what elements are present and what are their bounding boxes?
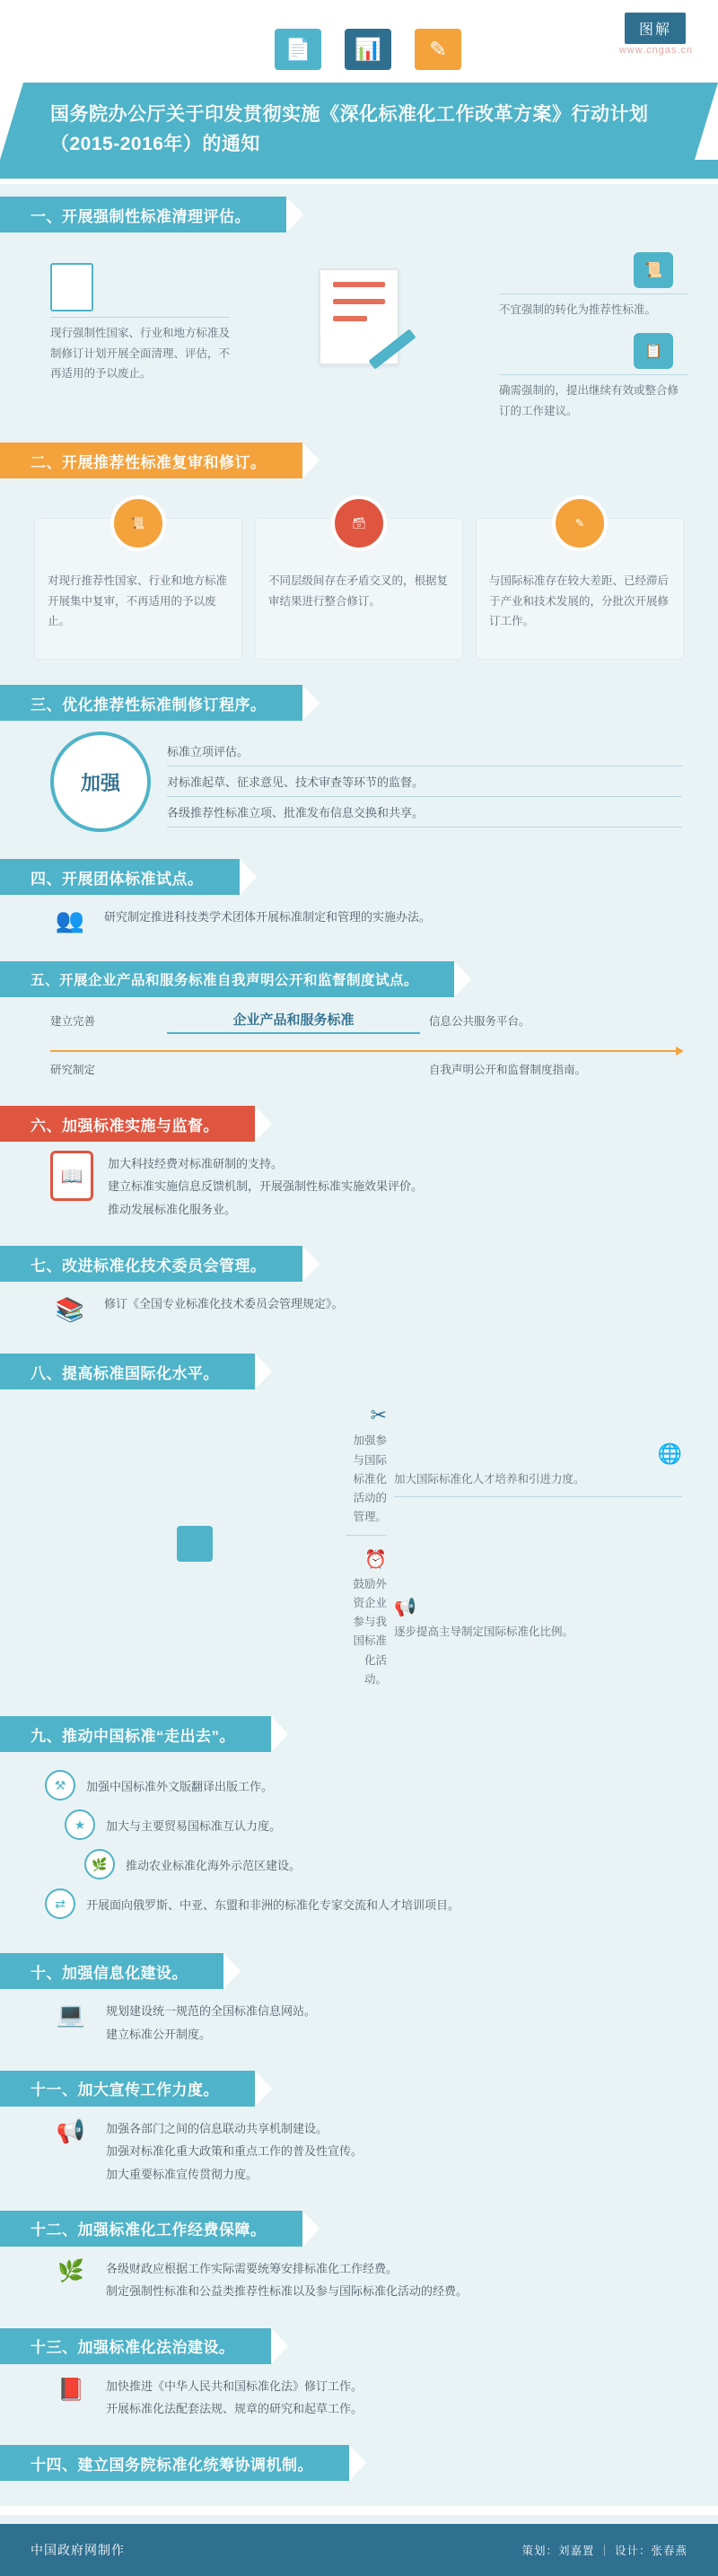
section-10-body (0, 1993, 718, 2053)
section-9-header (0, 1716, 718, 1752)
section-2-card-2 (255, 518, 463, 660)
books-icon: 📚 (55, 1295, 85, 1323)
section-1-heading: 一、开展强制性标准清理评估。 (31, 207, 250, 225)
transfer-icon: 📜 (634, 252, 673, 288)
section-9-item-3: 推动农业标准化海外示范区建设。 (126, 1858, 302, 1872)
section-9-item-2: 加大与主要贸易国标准互认力度。 (106, 1818, 282, 1833)
section-1-right-1 (499, 252, 687, 320)
section-3-heading: 三、优化推荐性标准制修订程序。 (31, 696, 267, 714)
section-1-right-text-1: 不宜强制的转化为推荐性标准。 (499, 303, 657, 316)
people-icon: 👥 (55, 906, 85, 933)
section-10-heading: 十、加强信息化建设。 (31, 1964, 188, 1982)
section-6-heading: 六、加强标准实施与监督。 (31, 1117, 219, 1135)
section-12-heading: 十二、加强标准化工作经费保障。 (31, 2221, 267, 2239)
scroll-icon: 📜 (110, 495, 166, 551)
section-5-center-label: 企业产品和服务标准 (167, 1006, 420, 1034)
exchange-icon: ⇄ (45, 1888, 75, 1919)
checklist-icon: 📋 (634, 333, 673, 369)
section-14-heading: 十四、建立国务院标准化统筹协调机制。 (31, 2456, 313, 2474)
section-6-line-3: 推动发展标准化服务业。 (108, 1202, 237, 1216)
section-12 (0, 2211, 718, 2316)
section-5-heading: 五、开展企业产品和服务标准自我声明公开和监督制度试点。 (31, 973, 419, 988)
section-8-header (0, 1354, 718, 1389)
header (0, 0, 718, 184)
section-2-card-2-text: 不同层级间存在矛盾交叉的，根据复审结果进行整合修订。 (268, 574, 449, 608)
list-item (45, 1770, 682, 1801)
section-9-item-1: 加强中国标准外文版翻译出版工作。 (86, 1779, 274, 1793)
globe-icon: 🌐 (657, 1441, 682, 1465)
section-13 (0, 2328, 718, 2433)
section-13-line-2: 开展标准化法配套法规、规章的研究和起草工作。 (106, 2401, 363, 2415)
section-9 (0, 1716, 718, 1941)
section-1-right-2 (499, 333, 687, 421)
section-9-body (0, 1756, 718, 1935)
section-5-right-bottom: 自我声明公开和监督制度指南。 (429, 1064, 587, 1076)
header-icon-group (0, 16, 718, 70)
list-item (65, 1809, 682, 1840)
section-9-item-4: 开展面向俄罗斯、中亚、东盟和非洲的标准化专家交流和人才培训项目。 (86, 1897, 460, 1912)
pencil-icon: ✎ (552, 495, 608, 551)
section-3-header (0, 685, 718, 721)
section-13-text (106, 2373, 363, 2421)
section-8-top-right-text: 加大国际标准化人才培养和引进力度。 (394, 1472, 585, 1485)
pen-icon: ✎ (415, 29, 461, 70)
flow-arrow (50, 1050, 682, 1052)
section-13-line-1: 加快推进《中华人民共和国标准化法》修订工作。 (106, 2379, 363, 2393)
section-4-body (0, 898, 718, 943)
section-3 (0, 685, 718, 846)
watermark-text: www.cngas.cn (618, 45, 693, 56)
section-5-body (0, 1001, 718, 1088)
section-3-body (0, 724, 718, 841)
section-2-heading: 二、开展推荐性标准复审和修订。 (31, 453, 267, 471)
scissors-icon: ✂ (370, 1404, 387, 1427)
footer-credit: 策划：刘嘉置 ｜ 设计：张春燕 (521, 2545, 687, 2558)
section-7-heading: 七、改进标准化技术委员会管理。 (31, 1257, 267, 1275)
section-12-text (106, 2256, 468, 2303)
tujie-badge: 图解 (625, 13, 686, 44)
section-6-text (108, 1151, 423, 1221)
book-icon: 📖 (50, 1151, 93, 1201)
section-6-line-2: 建立标准实施信息反馈机制，开展强制性标准实施效果评价。 (108, 1179, 424, 1194)
page-title: 国务院办公厅关于印发贯彻实施《深化标准化工作改革方案》行动计划（2015-2016年）的通知 (0, 83, 718, 179)
section-12-body (0, 2250, 718, 2310)
section-7-text: 修订《全国专业标准化技术委员会管理规定》。 (104, 1297, 344, 1311)
section-10 (0, 1953, 718, 2058)
section-12-line-1: 各级财政应根据工作实际需要统筹安排标准化工作经费。 (106, 2261, 398, 2275)
section-6-line-1: 加大科技经费对标准研制的支持。 (108, 1157, 284, 1170)
section-8-heading: 八、提高标准国际化水平。 (31, 1364, 219, 1382)
section-2-cards (0, 482, 718, 667)
section-11-body (0, 2110, 718, 2193)
handshake-icon: ★ (65, 1809, 95, 1840)
section-13-heading: 十三、加强标准化法治建设。 (31, 2339, 235, 2357)
laptop-icon: 💻 (56, 2000, 86, 2028)
section-5-header (0, 961, 718, 997)
section-1-header (0, 197, 718, 232)
section-2-card-1-text: 对现行推荐性国家、行业和地方标准开展集中复审，不再适用的予以废止。 (48, 574, 228, 627)
section-10-text (106, 1998, 316, 2046)
section-1 (0, 197, 718, 430)
translate-icon: ⚒ (45, 1770, 75, 1801)
section-10-line-1: 规划建设统一规范的全国标准信息网站。 (106, 2004, 317, 2019)
section-1-right-text-2: 确需强制的，提出继续有效或整合修订的工作建议。 (499, 384, 679, 417)
section-8-top-right (394, 1437, 682, 1498)
section-10-line-2: 建立标准公开制度。 (106, 2027, 212, 2041)
emphasis-badge: 加强 (50, 732, 151, 832)
section-1-left-text: 现行强制性国家、行业和地方标准及制修订计划开展全面清理、评估，不再适用的予以废止。 (50, 327, 231, 380)
section-8-bottom-right (394, 1592, 682, 1642)
section-11-line-2: 加强对标准化重大政策和重点工作的普及性宣传。 (106, 2144, 363, 2159)
section-1-left (50, 263, 230, 384)
section-8-bottom-left (346, 1545, 387, 1690)
hand-plant-icon: 🌿 (57, 2259, 84, 2284)
section-11-line-3: 加大重要标准宣传贯彻力度。 (106, 2167, 258, 2181)
section-8 (0, 1354, 718, 1704)
section-6-body (0, 1145, 718, 1228)
section-7-header (0, 1246, 718, 1282)
center-node (177, 1526, 213, 1562)
section-12-header (0, 2211, 718, 2247)
section-3-list (167, 736, 682, 828)
section-2-card-3 (476, 518, 684, 660)
document-icon: 📄 (275, 29, 321, 70)
section-8-bottom-left-text: 鼓励外资企业参与我国标准化活动。 (353, 1577, 387, 1686)
section-5 (0, 961, 718, 1093)
list-item: 标准立项评估。 (167, 736, 682, 767)
section-8-body (0, 1393, 718, 1698)
section-5-left-top: 建立完善 (50, 1014, 96, 1028)
section-8-bottom-right-text: 逐步提高主导制定国际标准化比例。 (394, 1625, 574, 1638)
clock-icon: ⏰ (364, 1549, 387, 1570)
section-11-line-1: 加强各部门之间的信息联动共享机制建设。 (106, 2121, 328, 2135)
section-8-top-left-text: 加强参与国际标准化活动的管理。 (353, 1434, 387, 1524)
section-12-line-2: 制定强制性标准和公益类推荐性标准以及参与国际标准化活动的经费。 (106, 2284, 468, 2299)
section-11 (0, 2071, 718, 2198)
megaphone-icon: 📢 (56, 2117, 86, 2145)
section-6 (0, 1106, 718, 1233)
section-4-header (0, 859, 718, 895)
footer (0, 2524, 718, 2576)
footer-brand: 中国政府网制作 (31, 2543, 125, 2558)
section-4 (0, 859, 718, 949)
section-8-top-left (346, 1398, 387, 1536)
section-5-left-bottom: 研究制定 (50, 1064, 96, 1076)
section-7-body (0, 1285, 718, 1336)
magnifier-doc-icon (50, 263, 93, 311)
leaf-icon: 🌿 (84, 1849, 115, 1879)
section-13-body (0, 2368, 718, 2428)
section-13-header (0, 2328, 718, 2364)
section-4-text: 研究制定推进科技类学术团体开展标准制定和管理的实施办法。 (104, 910, 432, 924)
section-9-heading: 九、推动中国标准“走出去”。 (31, 1727, 235, 1745)
section-5-right-top: 信息公共服务平台。 (429, 1014, 530, 1028)
section-2-card-3-text: 与国际标准存在较大差距、已经滞后于产业和技术发展的，分批次开展修订工作。 (489, 574, 670, 627)
section-6-header (0, 1106, 718, 1142)
stack-icon: 🗃 (331, 495, 387, 551)
section-11-text (106, 2116, 363, 2186)
law-book-icon: 📕 (57, 2378, 84, 2403)
list-item (45, 1888, 682, 1919)
megaphone-icon: 📢 (394, 1597, 416, 1617)
section-2-card-1 (34, 518, 242, 660)
section-2-header (0, 442, 718, 478)
list-item: 各级推荐性标准立项、批准发布信息交换和共享。 (167, 797, 682, 828)
section-14 (0, 2445, 718, 2506)
section-4-heading: 四、开展团体标准试点。 (31, 870, 204, 888)
section-14-header (0, 2445, 718, 2481)
section-7 (0, 1246, 718, 1341)
section-11-heading: 十一、加大宣传工作力度。 (31, 2081, 219, 2099)
chart-icon: 📊 (345, 29, 391, 70)
section-10-header (0, 1953, 718, 1989)
section-2 (0, 442, 718, 672)
section-1-body (0, 236, 718, 425)
list-item: 对标准起草、征求意见、技术审查等环节的监督。 (167, 767, 682, 797)
list-item (84, 1849, 682, 1879)
section-11-header (0, 2071, 718, 2107)
